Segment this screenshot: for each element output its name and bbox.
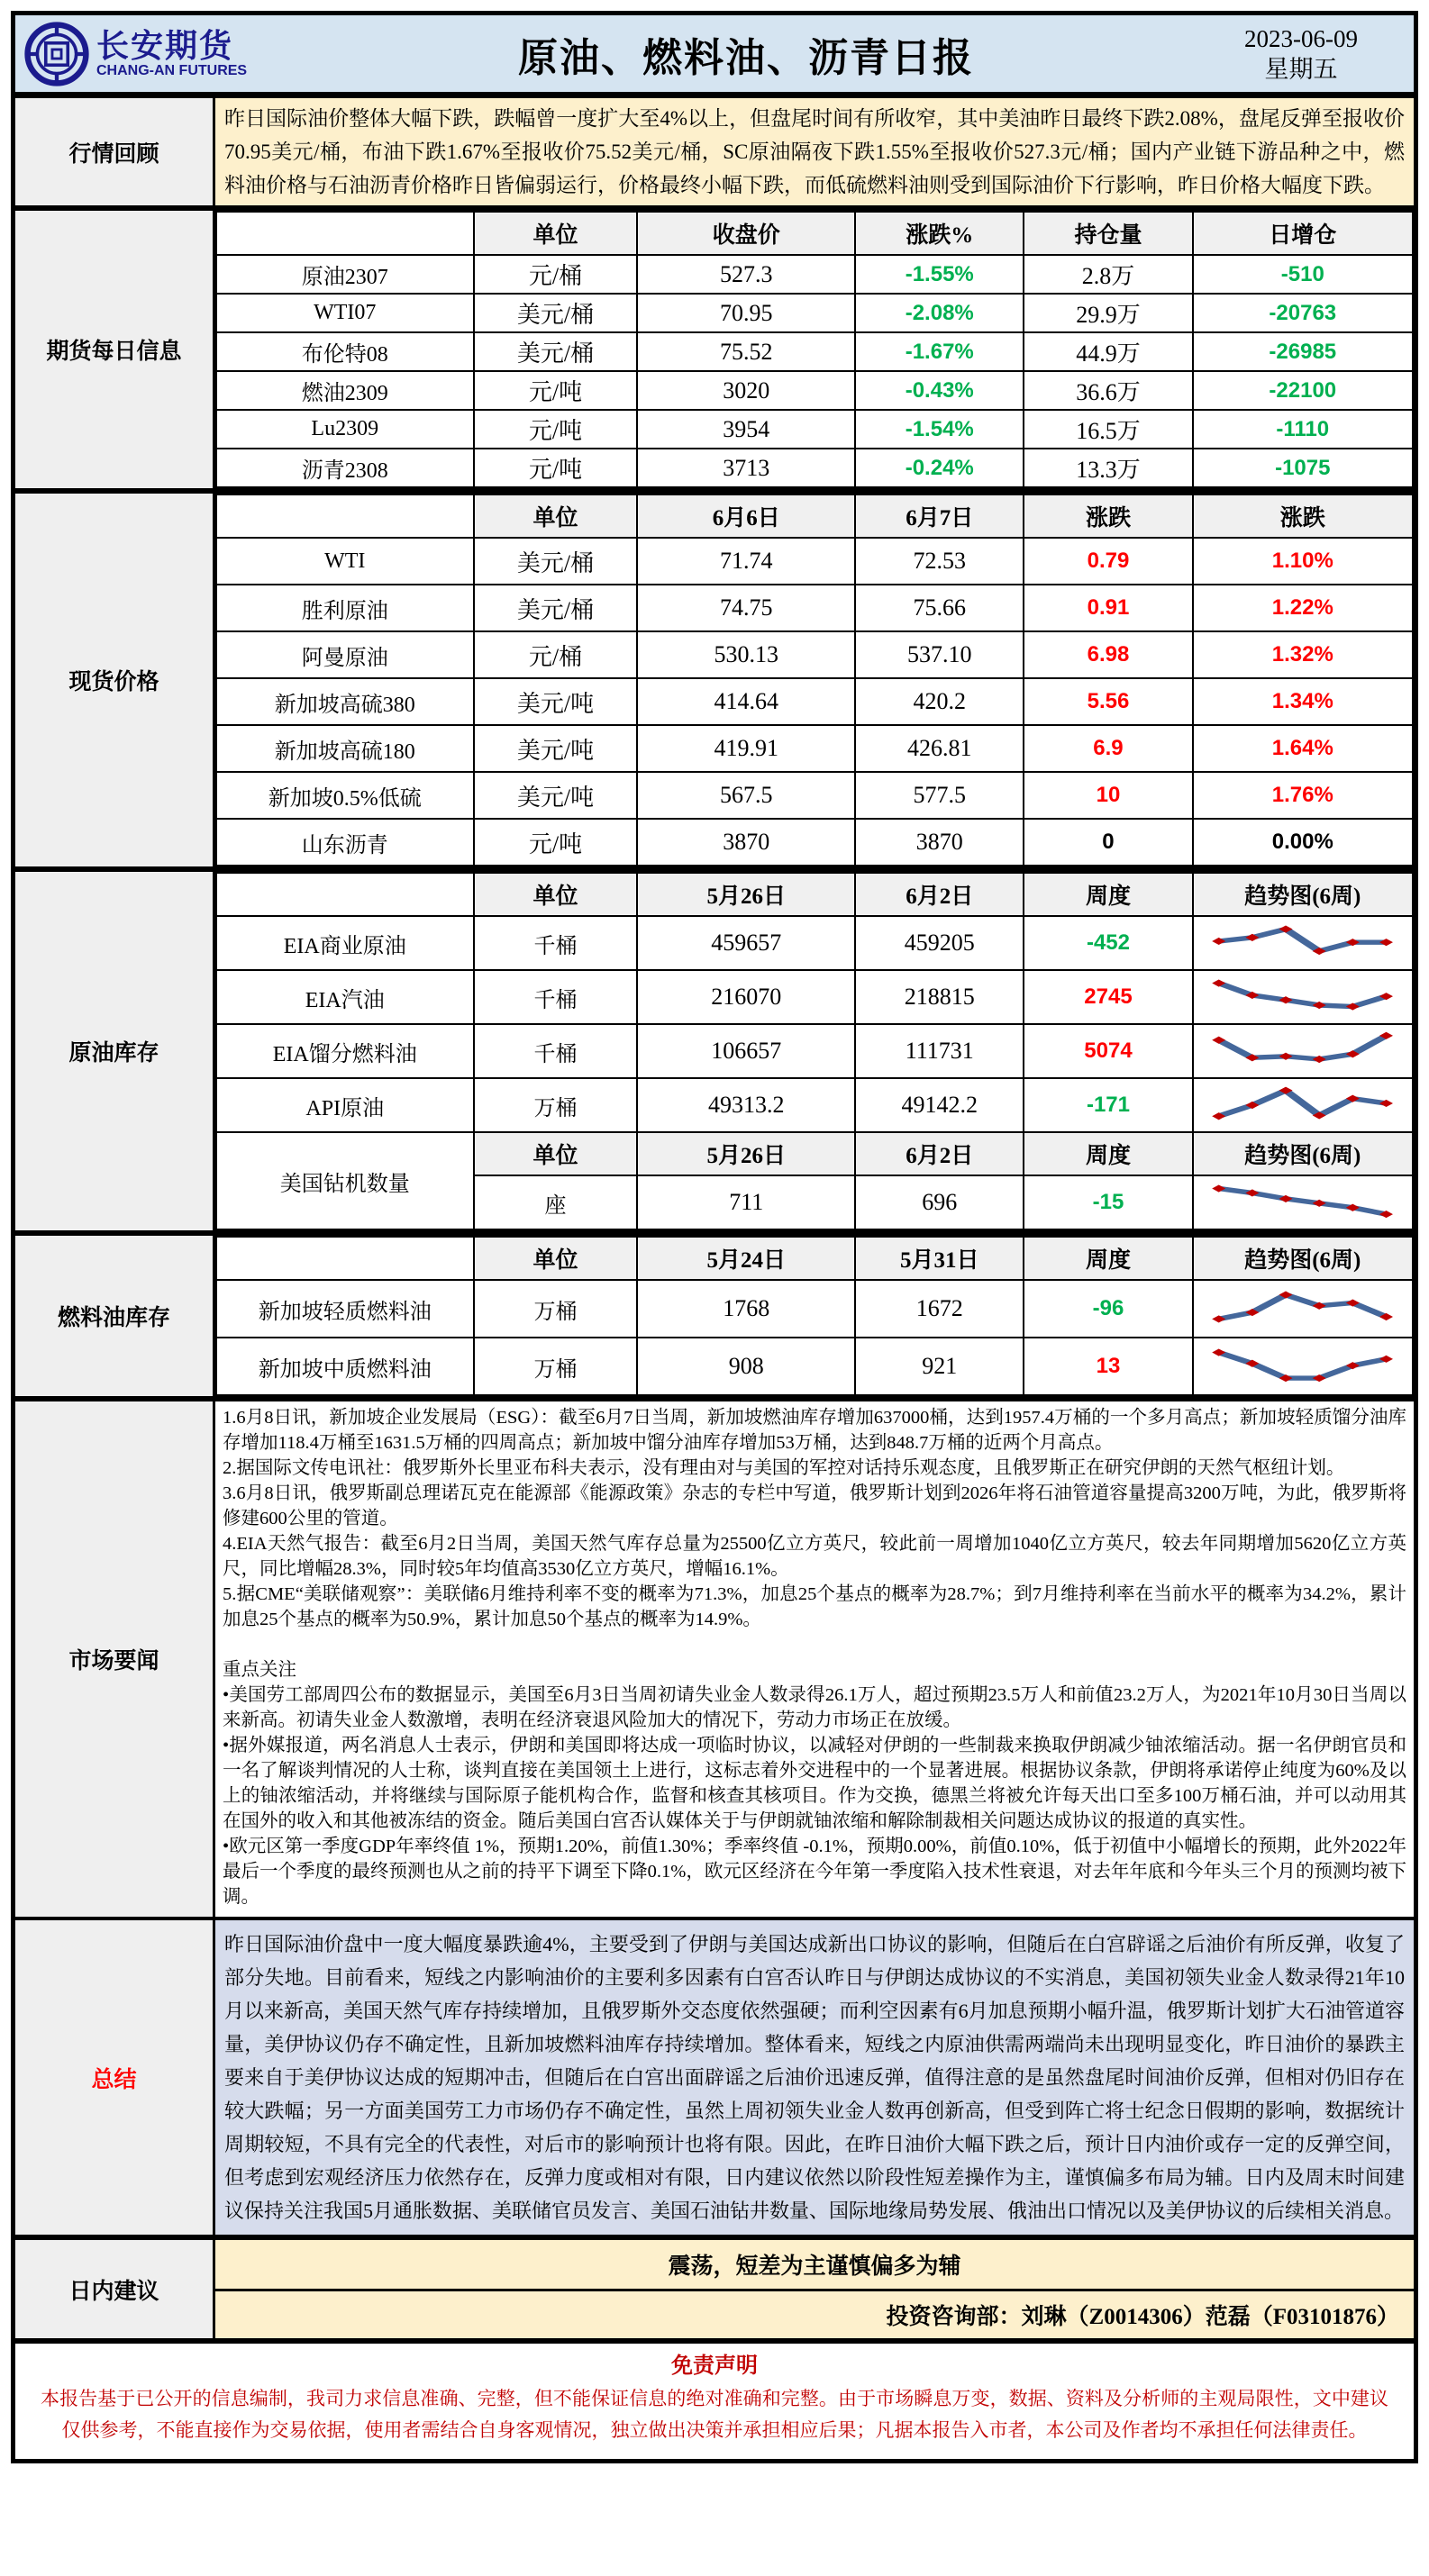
column-header: 6月2日 (855, 873, 1024, 916)
value-cell: 3870 (855, 819, 1024, 866)
table-row (216, 1024, 1413, 1078)
trend-sparkline (1203, 1345, 1402, 1388)
table-row (216, 294, 1413, 332)
value-cell: -26985 (1193, 332, 1413, 371)
section-disclaimer (15, 2338, 1414, 2459)
column-header: 6月7日 (855, 494, 1024, 538)
advisory-department-line: 投资咨询部：刘琳（Z0014306）范磊（F03101876） (215, 2291, 1414, 2338)
row-label: 布伦特08 (216, 332, 474, 371)
weekly-change-cell: -96 (1024, 1280, 1192, 1338)
value-cell: 426.81 (855, 725, 1024, 772)
column-header: 单位 (474, 873, 638, 916)
row-label: 沥青2308 (216, 449, 474, 487)
section-label-news: 市场要闻 (15, 1401, 215, 1917)
trend-chart-cell (1193, 1024, 1413, 1078)
value-cell: 74.75 (637, 585, 855, 631)
table-row (216, 1280, 1413, 1338)
table-row (216, 449, 1413, 487)
corner-cell (216, 212, 474, 255)
section-intraday-advice (15, 2235, 1414, 2338)
logo-chinese-name: 长安期货 (96, 26, 234, 64)
trend-chart-cell (1193, 970, 1413, 1024)
value-cell: 75.52 (637, 332, 855, 371)
report-date (1197, 23, 1405, 85)
value-cell: 111731 (855, 1024, 1024, 1078)
table-row (216, 725, 1413, 772)
value-cell: 5.56 (1024, 678, 1192, 725)
news-paragraph: 1.6月8日讯，新加坡企业发展局（ESG）：截至6月7日当周，新加坡燃油库存增加637000桶，达到1957.4万桶的一个多月高点；新加坡轻质馏分油库存增加118.4万桶至1631.5万桶的四周高点；新加坡中馏分油库存增加53万桶，达到848.7万桶的近两个月高点。 (223, 1408, 1406, 1453)
trend-sparkline (1203, 1287, 1402, 1330)
value-cell: 1768 (637, 1280, 855, 1338)
spark-marker (1379, 939, 1393, 946)
row-label: 阿曼原油 (216, 631, 474, 678)
value-cell: 16.5万 (1024, 410, 1192, 449)
unit-cell: 万桶 (474, 1078, 638, 1132)
table-row (216, 819, 1413, 866)
value-cell: 1.64% (1193, 725, 1413, 772)
weekly-change-cell: -452 (1024, 916, 1192, 970)
logo-text (96, 26, 248, 79)
report-title: 原油、燃料油、沥青日报 (518, 35, 974, 80)
unit-cell: 千桶 (474, 970, 638, 1024)
review-text: 昨日国际油价整体大幅下跌，跌幅曾一度扩大至4%以上，但盘尾时间有所收窄，其中美油昨日最终下跌2.08%，盘尾反弹至报收价70.95美元/桶，布油下跌1.67%至报收价75.52美元/桶，SC原油隔夜下跌1.55%至报收价527.3元/桶；国内产业链下游品种之中，燃料油价格与石油沥青价格昨日皆偏弱运行，价格最终小幅下跌，而低硫燃料油则受到国际油价下行影响，昨日价格大幅度下跌。 (224, 107, 1405, 196)
column-header: 单位 (474, 1132, 638, 1175)
row-label: 新加坡高硫380 (216, 678, 474, 725)
table-row (216, 970, 1413, 1024)
row-label: EIA馏分燃料油 (216, 1024, 474, 1078)
section-fuel-inventory (15, 1230, 1414, 1396)
value-cell: 216070 (637, 970, 855, 1024)
table-row (216, 538, 1413, 585)
value-cell: 1.32% (1193, 631, 1413, 678)
value-cell: 3713 (637, 449, 855, 487)
trend-chart-cell (1193, 1280, 1413, 1338)
row-label: 原油2307 (216, 255, 474, 294)
date-value: 2023-06-09 (1244, 24, 1358, 52)
value-cell: 908 (637, 1338, 855, 1395)
report-header (15, 15, 1414, 98)
futures-table-wrap (215, 211, 1414, 488)
header-row (216, 1237, 1413, 1280)
value-cell: 36.6万 (1024, 371, 1192, 410)
value-cell: 106657 (637, 1024, 855, 1078)
spot-table-wrap (215, 494, 1414, 866)
unit-cell: 座 (474, 1175, 638, 1229)
table-row (216, 916, 1413, 970)
corner-cell (216, 494, 474, 538)
header-row (216, 494, 1413, 538)
section-summary (15, 1917, 1414, 2235)
column-header: 周度 (1024, 1237, 1192, 1280)
value-cell: 218815 (855, 970, 1024, 1024)
value-cell: 459205 (855, 916, 1024, 970)
value-cell: 72.53 (855, 538, 1024, 585)
section-label-spot: 现货价格 (15, 494, 215, 866)
value-cell: 美元/桶 (474, 538, 638, 585)
column-header: 单位 (474, 1237, 638, 1280)
value-cell: 美元/桶 (474, 294, 638, 332)
value-cell: 459657 (637, 916, 855, 970)
advice-text: 震荡，短差为主谨慎偏多为辅 (215, 2240, 1414, 2291)
value-cell: 0.00% (1193, 819, 1413, 866)
report-document (11, 11, 1418, 2463)
news-paragraph: 3.6月8日讯，俄罗斯副总理诺瓦克在能源部《能源政策》杂志的专栏中写道，俄罗斯计划到2026年将石油管道容量提高3200万吨，为此，俄罗斯将修建600公里的管道。 (223, 1483, 1406, 1528)
spot-price-table (215, 494, 1414, 866)
value-cell: 414.64 (637, 678, 855, 725)
column-header: 持仓量 (1024, 212, 1192, 255)
news-focus-item: •据外媒报道，两名消息人士表示，伊朗和美国即将达成一项临时协议，以减轻对伊朗的一些制裁来换取伊朗减少铀浓缩活动。据一名伊朗官员和一名了解谈判情况的人士称，谈判直接在美国领土上进行，这标志着外交进程中的一个显著进展。根据协议条款，伊朗将承诺停止纯度为60%及以上的铀浓缩活动，并将继续与国际原子能机构合作，监督和核查其核项目。作为交换，德黑兰将被允许每天出口至多100万桶石油，并可以动用其在国外的收入和其他被冻结的资金。随后美国白宫否认媒体关于与伊朗就铀浓缩和解除制裁相关问题达成协议的报道的真实性。 (223, 1736, 1406, 1831)
unit-cell: 千桶 (474, 916, 638, 970)
table-row (216, 371, 1413, 410)
value-cell: 元/桶 (474, 255, 638, 294)
column-header: 5月24日 (637, 1237, 855, 1280)
trend-sparkline (1203, 921, 1402, 965)
column-header: 周度 (1024, 1132, 1192, 1175)
value-cell: 美元/吨 (474, 725, 638, 772)
coin-emblem-icon (24, 22, 89, 86)
table-row (216, 332, 1413, 371)
column-header: 收盘价 (637, 212, 855, 255)
value-cell: 75.66 (855, 585, 1024, 631)
trend-chart-cell (1193, 916, 1413, 970)
column-header: 趋势图(6周) (1193, 1132, 1413, 1175)
value-cell: 419.91 (637, 725, 855, 772)
unit-cell: 万桶 (474, 1280, 638, 1338)
value-cell: 元/吨 (474, 410, 638, 449)
value-cell: 1.22% (1193, 585, 1413, 631)
weekly-change-cell: 13 (1024, 1338, 1192, 1395)
corner-cell (216, 1237, 474, 1280)
news-paragraph: 5.据CME“美联储观察”：美联储6月维持利率不变的概率为71.3%，加息25个基点的概率为28.7%；到7月维持利率在当前水平的概率为34.2%，累计加息25个基点的概率为50.9%，累计加息50个基点的概率为14.9%。 (223, 1584, 1406, 1629)
trend-sparkline (1203, 1029, 1402, 1073)
trend-chart-cell (1193, 1175, 1413, 1229)
column-header: 周度 (1024, 873, 1192, 916)
value-cell: 577.5 (855, 772, 1024, 819)
value-cell: 711 (637, 1175, 855, 1229)
section-crude-inventory (15, 866, 1414, 1230)
weekday-value: 星期五 (1264, 55, 1338, 83)
futures-table (215, 211, 1414, 488)
header-row (216, 873, 1413, 916)
weekly-change-cell: 2745 (1024, 970, 1192, 1024)
value-cell: 元/吨 (474, 819, 638, 866)
value-cell: 44.9万 (1024, 332, 1192, 371)
value-cell: 1672 (855, 1280, 1024, 1338)
column-header: 单位 (474, 494, 638, 538)
section-label-review: 行情回顾 (15, 98, 215, 205)
row-label: WTI (216, 538, 474, 585)
column-header: 单位 (474, 212, 638, 255)
news-focus-item: •美国劳工部周四公布的数据显示，美国至6月3日当周初请失业金人数录得26.1万人，超过预期23.5万人和前值23.2万人，为2021年10月30日当周以来新高。初请失业金人数激增，表明在经济衰退风险加大的情况下，劳动力市场正在放缓。 (223, 1685, 1406, 1730)
disclaimer-text: 本报告基于已公开的信息编制，我司力求信息准确、完整，但不能保证信息的绝对准确和完整。由于市场瞬息万变，数据、资料及分析师的主观局限性，文中建议仅供参考，不能直接作为交易依据，使用者需结合自身客观情况，独立做出决策并承担相应后果；凡据本报告入市者，本公司及作者均不承担任何法律责任。 (41, 2388, 1388, 2441)
section-market-review (15, 98, 1414, 205)
value-cell: 元/吨 (474, 449, 638, 487)
row-label: 新加坡0.5%低硫 (216, 772, 474, 819)
table-row (216, 678, 1413, 725)
column-header: 5月26日 (637, 873, 855, 916)
section-spot-prices (15, 488, 1414, 866)
value-cell: -1.55% (855, 255, 1024, 294)
row-label: 美国钻机数量 (216, 1132, 474, 1229)
disclaimer-title: 免责声明 (671, 2354, 758, 2378)
trend-chart-cell (1193, 1338, 1413, 1395)
row-label: WTI07 (216, 294, 474, 332)
changan-futures-logo (24, 22, 295, 86)
value-cell: -1.54% (855, 410, 1024, 449)
value-cell: 71.74 (637, 538, 855, 585)
value-cell: -0.43% (855, 371, 1024, 410)
row-label: 新加坡轻质燃料油 (216, 1280, 474, 1338)
trend-sparkline (1203, 1181, 1402, 1224)
value-cell: 3020 (637, 371, 855, 410)
value-cell: 美元/桶 (474, 332, 638, 371)
weekly-change-cell: -171 (1024, 1078, 1192, 1132)
section-label-futures: 期货每日信息 (15, 211, 215, 488)
value-cell: 13.3万 (1024, 449, 1192, 487)
fuel-inventory-table (215, 1236, 1414, 1396)
table-row (216, 772, 1413, 819)
news-content (215, 1401, 1414, 1917)
value-cell: -2.08% (855, 294, 1024, 332)
row-label: 新加坡中质燃料油 (216, 1338, 474, 1395)
value-cell: 元/桶 (474, 631, 638, 678)
section-label-summary: 总结 (15, 1920, 215, 2235)
section-label-fuel-inventory: 燃料油库存 (15, 1236, 215, 1396)
row-label: EIA汽油 (216, 970, 474, 1024)
value-cell: 29.9万 (1024, 294, 1192, 332)
weekly-change-cell: -15 (1024, 1175, 1192, 1229)
value-cell: 美元/吨 (474, 772, 638, 819)
value-cell: 0.91 (1024, 585, 1192, 631)
value-cell: 美元/桶 (474, 585, 638, 631)
trend-sparkline (1203, 1084, 1402, 1127)
row-label: 山东沥青 (216, 819, 474, 866)
row-label: 新加坡高硫180 (216, 725, 474, 772)
corner-cell (216, 873, 474, 916)
unit-cell: 千桶 (474, 1024, 638, 1078)
value-cell: 0 (1024, 819, 1192, 866)
trend-sparkline (1203, 975, 1402, 1019)
value-cell: 2.8万 (1024, 255, 1192, 294)
value-cell: -0.24% (855, 449, 1024, 487)
row-label: 燃油2309 (216, 371, 474, 410)
news-focus-title: 重点关注 (223, 1660, 296, 1680)
value-cell: 1.34% (1193, 678, 1413, 725)
spacer (223, 1632, 1406, 1657)
column-header: 5月26日 (637, 1132, 855, 1175)
row-label: EIA商业原油 (216, 916, 474, 970)
value-cell: -1.67% (855, 332, 1024, 371)
value-cell: 1.76% (1193, 772, 1413, 819)
row-label: Lu2309 (216, 410, 474, 449)
table-row (216, 1338, 1413, 1395)
weekly-change-cell: 5074 (1024, 1024, 1192, 1078)
section-label-crude-inventory: 原油库存 (15, 872, 215, 1230)
trend-chart-cell (1193, 1078, 1413, 1132)
value-cell: 0.79 (1024, 538, 1192, 585)
column-header: 涨跌 (1193, 494, 1413, 538)
table-row (216, 631, 1413, 678)
section-futures-daily (15, 205, 1414, 488)
column-header: 6月6日 (637, 494, 855, 538)
value-cell: 49313.2 (637, 1078, 855, 1132)
crude-inventory-table (215, 872, 1414, 1230)
table-row (216, 255, 1413, 294)
column-header: 日增仓 (1193, 212, 1413, 255)
news-paragraph: 2.据国际文传电讯社：俄罗斯外长里亚布科夫表示，没有理由对与美国的军控对话持乐观态度，且俄罗斯正在研究伊朗的天然气枢纽计划。 (223, 1458, 1345, 1478)
value-cell: -20763 (1193, 294, 1413, 332)
value-cell: 6.9 (1024, 725, 1192, 772)
advice-content (215, 2240, 1414, 2338)
value-cell: 70.95 (637, 294, 855, 332)
value-cell: 527.3 (637, 255, 855, 294)
value-cell: 921 (855, 1338, 1024, 1395)
section-market-news (15, 1396, 1414, 1917)
value-cell: 3870 (637, 819, 855, 866)
value-cell: -1110 (1193, 410, 1413, 449)
table-row (216, 585, 1413, 631)
fuel-inventory-table-wrap (215, 1236, 1414, 1396)
crude-inventory-table-wrap (215, 872, 1414, 1230)
column-header: 涨跌% (855, 212, 1024, 255)
value-cell: 3954 (637, 410, 855, 449)
column-header: 6月2日 (855, 1132, 1024, 1175)
value-cell: 6.98 (1024, 631, 1192, 678)
value-cell: 美元/吨 (474, 678, 638, 725)
value-cell: -1075 (1193, 449, 1413, 487)
logo-english-name: CHANG-AN FUTURES (96, 62, 248, 78)
value-cell: 420.2 (855, 678, 1024, 725)
value-cell: 696 (855, 1175, 1024, 1229)
header-row (216, 212, 1413, 255)
row-label: 胜利原油 (216, 585, 474, 631)
value-cell: 567.5 (637, 772, 855, 819)
table-row (216, 1078, 1413, 1132)
news-focus-item: •欧元区第一季度GDP年率终值 1%，预期1.20%，前值1.30%；季率终值 -0.1%，预期0.00%，前值0.10%，低于初值中小幅增长的预期，此外2022年最后一个季度的最终预测也从之前的持平下调至下降0.1%，欧元区经济在今年第一季度陷入技术性衰退，对去年年底和今年头三个月的预测均被下调。 (223, 1837, 1406, 1907)
unit-cell: 万桶 (474, 1338, 638, 1395)
news-paragraph: 4.EIA天然气报告：截至6月2日当周，美国天然气库存总量为25500亿立方英尺，较此前一周增加1040亿立方英尺，较去年同期增加5620亿立方英尺，同比增幅28.3%，同时较5年均值高3530亿立方英尺，增幅16.1%。 (223, 1534, 1406, 1579)
value-cell: 10 (1024, 772, 1192, 819)
value-cell: 530.13 (637, 631, 855, 678)
value-cell: 49142.2 (855, 1078, 1024, 1132)
section-label-advice: 日内建议 (15, 2240, 215, 2338)
review-content (215, 98, 1414, 205)
value-cell: 1.10% (1193, 538, 1413, 585)
column-header: 趋势图(6周) (1193, 1237, 1413, 1280)
column-header: 5月31日 (855, 1237, 1024, 1280)
value-cell: -510 (1193, 255, 1413, 294)
value-cell: -22100 (1193, 371, 1413, 410)
value-cell: 元/吨 (474, 371, 638, 410)
rig-subheader-row (216, 1132, 1413, 1175)
column-header: 趋势图(6周) (1193, 873, 1413, 916)
summary-content (215, 1920, 1414, 2235)
row-label: API原油 (216, 1078, 474, 1132)
value-cell: 537.10 (855, 631, 1024, 678)
table-row (216, 410, 1413, 449)
summary-text: 昨日国际油价盘中一度大幅度暴跌逾4%，主要受到了伊朗与美国达成新出口协议的影响，但随后在白宫辟谣之后油价有所反弹，收复了部分失地。目前看来，短线之内影响油价的主要利多因素有白宫否认昨日与伊朗达成协议的不实消息，美国初领失业金人数录得21年10月以来新高，美国天然气库存持续增加，且俄罗斯外交态度依然强硬；而利空因素有6月加息预期小幅升温，俄罗斯计划扩大石油管道容量，美伊协议仍存不确定性，且新加坡燃料油库存持续增加。整体看来，短线之内原油供需两端尚未出现明显变化，昨日油价的暴跌主要来自于美伊协议达成的短期冲击，但随后在白宫出面辟谣之后油价迅速反弹，值得注意的是虽然盘尾时间油价反弹，但相对仍旧存在较大跌幅；另一方面美国劳工力市场仍存不确定性，虽然上周初领失业金人数再创新高，但受到阵亡将士纪念日假期的影响，数据统计周期较短，不具有完全的代表性，对后市的影响预计也将有限。因此，在昨日油价大幅下跌之后，预计日内油价或存一定的反弹空间，但考虑到宏观经济压力依然存在，反弹力度或相对有限，日内建议依然以阶段性短差操作为主，谨慎偏多布局为辅。日内及周末时间建议保持关注我国5月通胀数据、美联储官员发言、美国石油钻井数量、国际地缘局势发展、俄油出口情况以及美伊协议的后续相关消息。 (224, 1933, 1405, 2222)
column-header: 涨跌 (1024, 494, 1192, 538)
